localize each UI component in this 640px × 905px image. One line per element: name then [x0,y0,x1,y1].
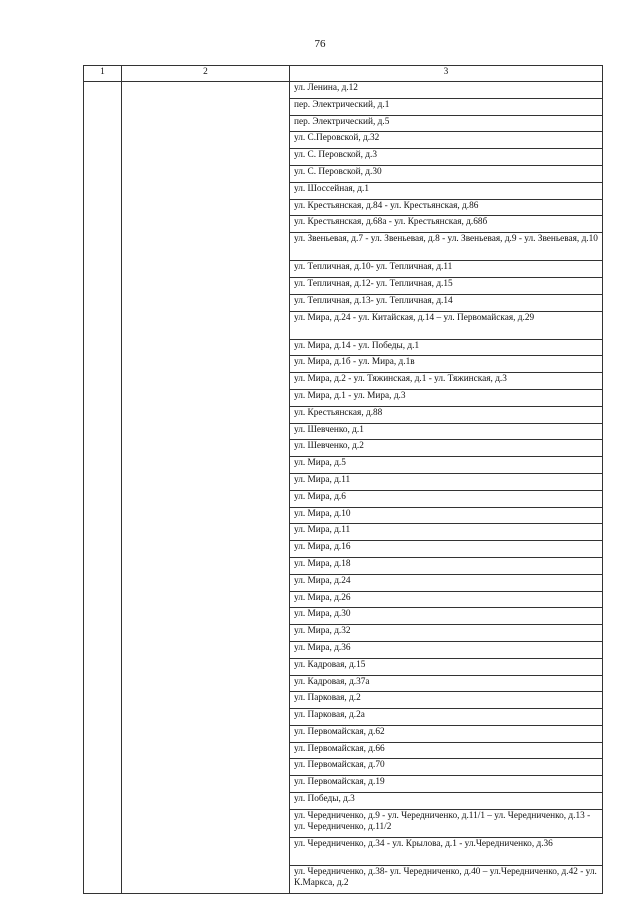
address-cell: ул. Тепличная, д.13- ул. Тепличная, д.14 [290,294,603,311]
address-cell: ул. Чередниченко, д.9 - ул. Чередниченко, д.11/1 – ул. Чередниченко, д.13 - ул. Чередниченко, д.11/2 [290,809,603,837]
address-cell: ул. Парковая, д.2 [290,692,603,709]
table-header-row [84,66,603,82]
address-cell: ул. Первомайская, д.19 [290,776,603,793]
address-cell: ул. Мира, д.14 - ул. Победы, д.1 [290,339,603,356]
address-cell: ул. Мира, д.24 - ул. Китайская, д.14 – ул. Первомайская, д.29 [290,311,603,339]
address-cell: ул. Мира, д.16 [290,541,603,558]
address-cell: ул. Ленина, д.12 [290,82,603,99]
address-cell: ул. Мира, д.1б - ул. Мира, д.1в [290,356,603,373]
table-body [84,82,603,894]
address-cell: ул. Шевченко, д.1 [290,423,603,440]
address-cell: ул. Мира, д.10 [290,507,603,524]
address-table [83,65,603,894]
column-header-2: 2 [122,66,290,82]
column-header-1: 1 [84,66,122,82]
address-cell: ул. С. Перовской, д.3 [290,149,603,166]
address-cell: ул. Мира, д.32 [290,625,603,642]
address-cell: ул. Мира, д.26 [290,591,603,608]
address-cell: ул. Мира, д.6 [290,490,603,507]
address-cell: ул. Мира, д.24 [290,574,603,591]
address-cell: ул. Чередниченко, д.34 - ул. Крылова, д.1 - ул.Чередниченко, д.36 [290,837,603,865]
address-cell: ул. С. Перовской, д.30 [290,165,603,182]
address-cell: ул. Мира, д.11 [290,473,603,490]
address-cell: ул. Тепличная, д.10- ул. Тепличная, д.11 [290,261,603,278]
address-cell: ул. Крестьянская, д.84 - ул. Крестьянская, д.86 [290,199,603,216]
column-1-cell [84,82,122,894]
address-cell: ул. Крестьянская, д.88 [290,406,603,423]
address-cell: ул. Чередниченко, д.38- ул. Чередниченко, д.40 – ул.Чередниченко, д.42 - ул. К.Маркса, д.2 [290,865,603,893]
address-cell: ул. Мира, д.5 [290,457,603,474]
page-number: 76 [314,38,326,50]
address-cell: ул. Крестьянская, д.68а - ул. Крестьянская, д.68б [290,216,603,233]
address-cell: ул. Звеньевая, д.7 - ул. Звеньевая, д.8 - ул. Звеньевая, д.9 - ул. Звеньевая, д.10 [290,233,603,261]
address-cell: ул. Победы, д.3 [290,793,603,810]
address-cell: ул. Мира, д.1 - ул. Мира, д.3 [290,389,603,406]
address-cell: пер. Электрический, д.1 [290,98,603,115]
address-cell: пер. Электрический, д.5 [290,115,603,132]
address-cell: ул. Кадровая, д.15 [290,658,603,675]
address-cell: ул. Шоссейная, д.1 [290,182,603,199]
address-cell: ул. Тепличная, д.12- ул. Тепличная, д.15 [290,277,603,294]
address-cell: ул. Мира, д.36 [290,641,603,658]
address-cell: ул. Первомайская, д.70 [290,759,603,776]
address-cell: ул. Мира, д.11 [290,524,603,541]
address-cell: ул. Первомайская, д.62 [290,725,603,742]
address-cell: ул. Мира, д.2 - ул. Тяжинская, д.1 - ул. Тяжинская, д.3 [290,373,603,390]
address-cell: ул. С.Перовской, д.32 [290,132,603,149]
table-row [84,82,603,99]
address-cell: ул. Первомайская, д.66 [290,742,603,759]
column-2-cell [122,82,290,894]
address-cell: ул. Мира, д.30 [290,608,603,625]
address-cell: ул. Парковая, д.2а [290,709,603,726]
address-cell: ул. Мира, д.18 [290,557,603,574]
address-cell: ул. Кадровая, д.37а [290,675,603,692]
address-cell: ул. Шевченко, д.2 [290,440,603,457]
column-header-3: 3 [290,66,603,82]
